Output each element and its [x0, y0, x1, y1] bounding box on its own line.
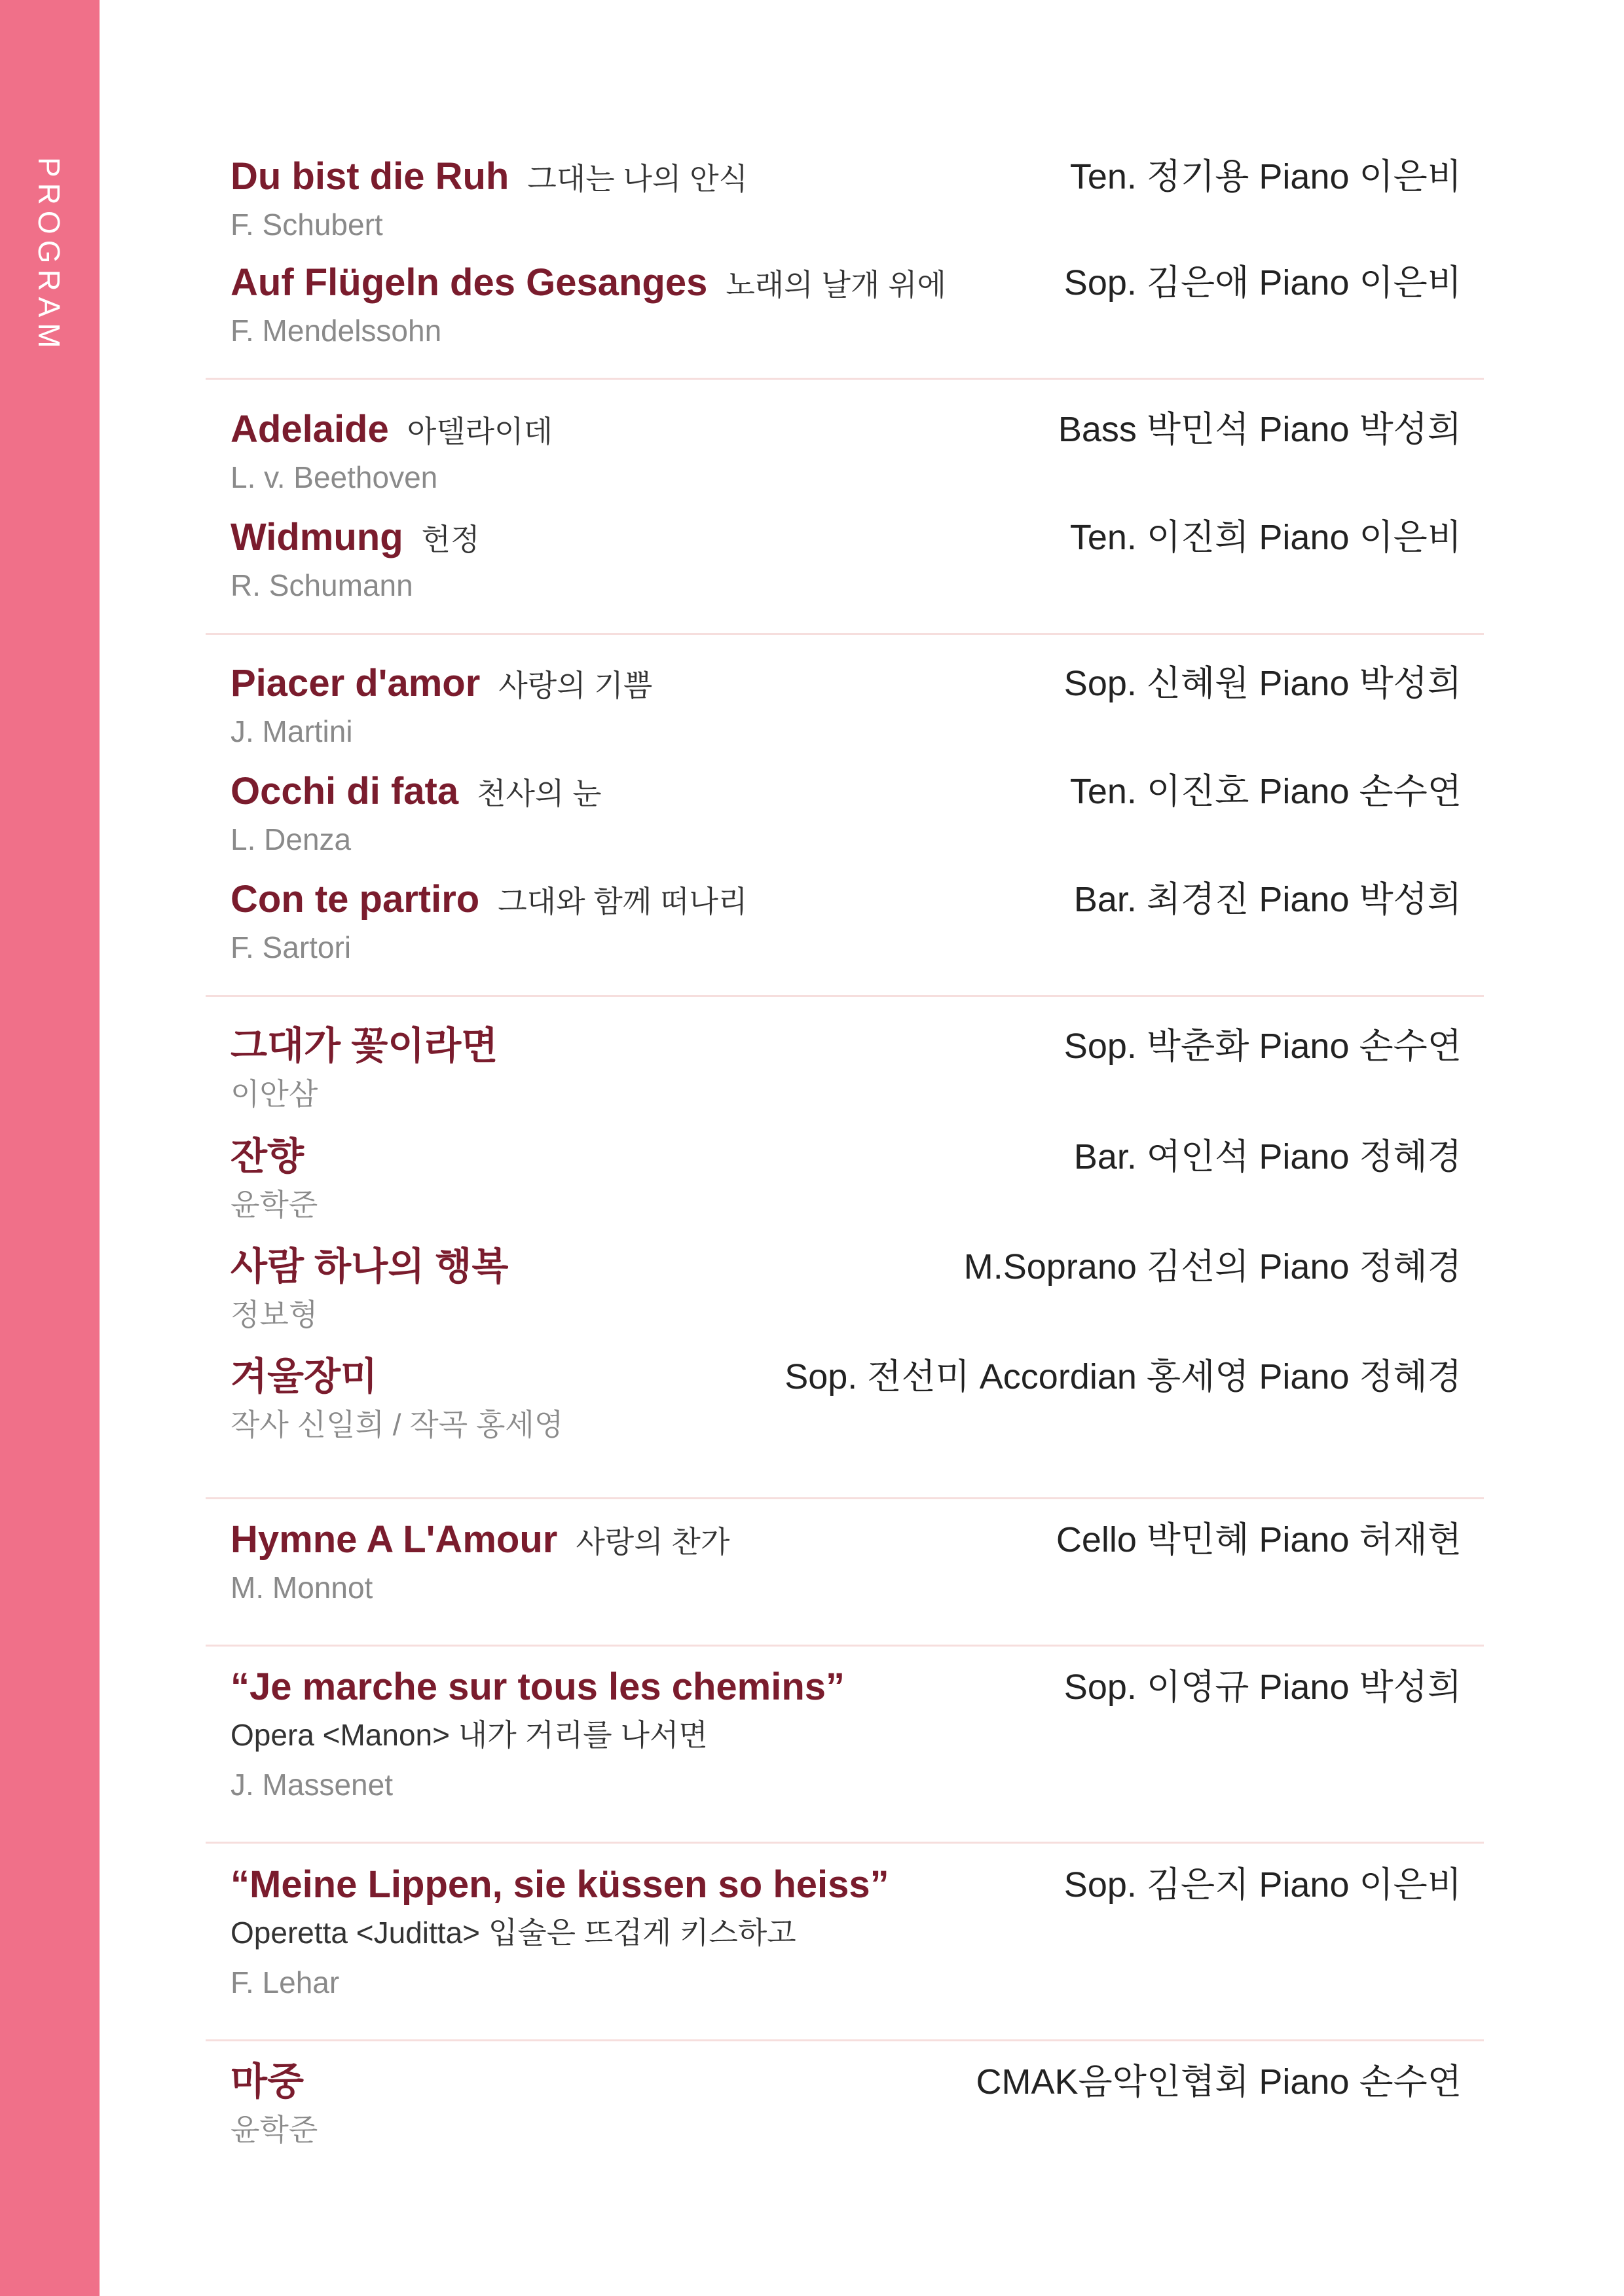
- program-item: [231, 876, 1462, 968]
- program-item: [231, 514, 1462, 606]
- program-item: [231, 1516, 1462, 1608]
- program-item-header: [231, 1861, 1462, 1908]
- composer: 윤학준: [231, 2113, 318, 2147]
- program-item-header: [231, 1516, 1462, 1563]
- divider: [206, 378, 1484, 380]
- performers: Sop. 전선미 Accordian 홍세영 Piano 정혜경: [784, 1357, 1462, 1396]
- program-item: [231, 660, 1462, 752]
- piece-title-korean: 아델라이데: [407, 414, 553, 448]
- composer: 정보형: [231, 1298, 318, 1332]
- program-item-header: [231, 2058, 1462, 2105]
- piece-title-korean: 천사의 눈: [477, 776, 602, 811]
- program-item: [231, 768, 1462, 860]
- composer: L. v. Beethoven: [231, 460, 438, 494]
- program-item-header: [231, 876, 1462, 923]
- divider: [206, 995, 1484, 997]
- performers: Bass 박민석 Piano 박성희: [1058, 410, 1462, 449]
- performers: Bar. 최경진 Piano 박성희: [1073, 880, 1462, 919]
- divider: [206, 2039, 1484, 2041]
- performers: Sop. 김은애 Piano 이은비: [1063, 263, 1462, 302]
- program-item-header: [231, 259, 1462, 306]
- program-item: [231, 2058, 1462, 2150]
- divider: [206, 633, 1484, 635]
- program-item-header: [231, 1664, 1462, 1711]
- program-item-header: [231, 768, 1462, 815]
- performers: M.Soprano 김선의 Piano 정혜경: [963, 1247, 1462, 1286]
- piece-title: Widmung: [231, 516, 403, 558]
- piece-title: Con te partiro: [231, 878, 480, 920]
- composer: F. Lehar: [231, 1965, 340, 1999]
- composer: R. Schumann: [231, 568, 413, 602]
- program-item: [231, 259, 1462, 351]
- performers: Ten. 정기용 Piano 이은비: [1069, 157, 1462, 196]
- performers: Ten. 이진희 Piano 이은비: [1069, 518, 1462, 557]
- piece-title-korean: 헌정: [421, 522, 480, 556]
- divider: [206, 1497, 1484, 1499]
- program-item: [231, 1243, 1462, 1335]
- program-item: [231, 1664, 1462, 1805]
- composer: M. Monnot: [231, 1571, 373, 1605]
- composer: 윤학준: [231, 1188, 318, 1222]
- piece-title: 마중: [231, 2060, 304, 2103]
- piece-title-korean: 그대는 나의 안식: [527, 162, 748, 196]
- piece-title: “Je marche sur tous les chemins”: [231, 1666, 845, 1708]
- piece-title-korean: 노래의 날개 위에: [726, 268, 946, 302]
- piece-title: 잔향: [231, 1135, 304, 1178]
- composer: F. Schubert: [231, 208, 383, 242]
- performers: Sop. 이영규 Piano 박성희: [1063, 1667, 1462, 1707]
- piece-title: Auf Flügeln des Gesanges: [231, 261, 708, 304]
- program-item: [231, 1133, 1462, 1225]
- composer: F. Mendelssohn: [231, 314, 442, 348]
- performers: Sop. 김은지 Piano 이은비: [1063, 1865, 1462, 1904]
- program-item-header: [231, 514, 1462, 561]
- composer: J. Martini: [231, 714, 353, 748]
- program-item: [231, 153, 1462, 245]
- composer: L. Denza: [231, 822, 352, 856]
- program-item: [231, 1023, 1462, 1114]
- composer: J. Massenet: [231, 1768, 393, 1802]
- program-item-header: [231, 1243, 1462, 1290]
- piece-title-korean: 사랑의 찬가: [576, 1525, 730, 1559]
- program-item: [231, 1861, 1462, 2003]
- piece-title: Piacer d'amor: [231, 662, 481, 704]
- program-item-header: [231, 1023, 1462, 1070]
- program-item-header: [231, 406, 1462, 453]
- performers: Sop. 박춘화 Piano 손수연: [1063, 1027, 1462, 1066]
- piece-title: 사람 하나의 행복: [231, 1245, 509, 1288]
- piece-subtitle: Opera <Manon> 내가 거리를 나서면: [231, 1718, 708, 1752]
- piece-title: 그대가 꽃이라면: [231, 1025, 498, 1067]
- performers: Bar. 여인석 Piano 정혜경: [1073, 1137, 1462, 1176]
- performers: Sop. 신혜원 Piano 박성희: [1063, 664, 1462, 703]
- sidebar-program-label: PROGRAM: [32, 157, 66, 354]
- piece-title-korean: 사랑의 기쁨: [498, 668, 653, 702]
- piece-title: Adelaide: [231, 408, 389, 450]
- program-item-header: [231, 1133, 1462, 1180]
- composer: 이안삼: [231, 1077, 318, 1111]
- program-item: [231, 1353, 1462, 1445]
- divider: [206, 1645, 1484, 1647]
- piece-title: Occhi di fata: [231, 770, 459, 812]
- piece-subtitle: Operetta <Juditta> 입술은 뜨겁게 키스하고: [231, 1916, 796, 1950]
- performers: CMAK음악인협회 Piano 손수연: [976, 2062, 1462, 2102]
- performers: Cello 박민혜 Piano 허재현: [1056, 1520, 1462, 1559]
- program-item: [231, 406, 1462, 498]
- composer: 작사 신일희 / 작곡 홍세영: [231, 1408, 564, 1442]
- piece-title: Du bist die Ruh: [231, 155, 509, 198]
- piece-title-korean: 그대와 함께 떠나리: [498, 884, 748, 919]
- program-item-header: [231, 1353, 1462, 1400]
- piece-title: “Meine Lippen, sie küssen so heiss”: [231, 1863, 889, 1906]
- program-item-header: [231, 153, 1462, 200]
- divider: [206, 1842, 1484, 1844]
- performers: Ten. 이진호 Piano 손수연: [1069, 772, 1462, 811]
- piece-title: Hymne A L'Amour: [231, 1518, 558, 1561]
- composer: F. Sartori: [231, 930, 352, 964]
- piece-title: 겨울장미: [231, 1355, 378, 1398]
- program-item-header: [231, 660, 1462, 707]
